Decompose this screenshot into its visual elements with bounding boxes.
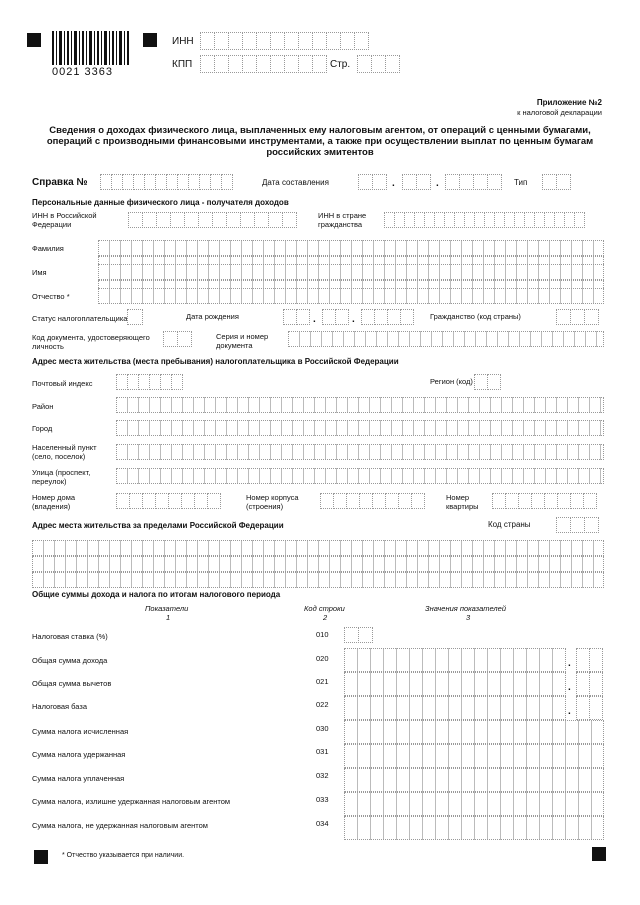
kpp-boxes[interactable]: [200, 55, 326, 73]
city-boxes[interactable]: [116, 420, 604, 436]
row-label: Налоговая база: [32, 702, 87, 711]
row-code: 030: [316, 724, 329, 733]
house-boxes[interactable]: [116, 493, 228, 509]
row-value-boxes[interactable]: [344, 792, 604, 816]
status-boxes[interactable]: [127, 309, 143, 325]
inn-rf-boxes[interactable]: [128, 212, 308, 228]
row-code: 021: [316, 677, 329, 686]
name-label: Имя: [32, 268, 47, 277]
corner-marker-bottom-left: [34, 850, 48, 864]
corner-marker-bottom-right: [592, 847, 606, 861]
row-value-boxes[interactable]: [344, 744, 604, 768]
row-code: 031: [316, 747, 329, 756]
street-label: Улица (проспект, переулок): [32, 468, 91, 486]
surname-label: Фамилия: [32, 244, 64, 253]
flat-label: Номер квартиры: [446, 493, 479, 511]
corner-marker-top-left: [27, 33, 41, 47]
settlement-label: Населенный пункт (село, поселок): [32, 443, 97, 461]
page-label: Стр.: [330, 59, 351, 70]
row-code: 033: [316, 795, 329, 804]
row-label: Сумма налога, не удержанная налоговым агентом: [32, 821, 208, 830]
col3-header: Значения показателей: [425, 604, 507, 613]
certificate-number-label: Справка №: [32, 177, 88, 188]
page-boxes[interactable]: [357, 55, 402, 73]
inn-boxes[interactable]: [200, 32, 368, 50]
row-label: Сумма налога исчисленная: [32, 727, 129, 736]
address-abroad-line1[interactable]: [32, 540, 604, 556]
birthdate-month-boxes[interactable]: [322, 309, 350, 325]
row-code: 010: [316, 630, 329, 639]
inn-label: ИНН: [172, 36, 194, 47]
patronymic-boxes[interactable]: [98, 288, 604, 304]
doc-series-label: Серия и номер документа: [216, 332, 269, 350]
barcode-number: 0021 3363: [52, 66, 132, 78]
row-value-boxes[interactable]: [344, 696, 566, 720]
kpp-label: КПП: [172, 59, 193, 70]
row-label: Общая сумма вычетов: [32, 679, 112, 688]
postcode-boxes[interactable]: [116, 374, 188, 390]
totals-section-title: Общие суммы дохода и налога по итогам налогового периода: [32, 590, 281, 599]
row-code: 020: [316, 654, 329, 663]
row-value-boxes[interactable]: [344, 768, 604, 792]
row-label: Сумма налога удержанная: [32, 750, 126, 759]
citizenship-boxes[interactable]: [556, 309, 601, 325]
building-boxes[interactable]: [320, 493, 432, 509]
surname-boxes[interactable]: [98, 240, 604, 256]
corner-marker-top-right: [143, 33, 157, 47]
birthdate-label: Дата рождения: [186, 312, 239, 321]
flat-boxes[interactable]: [492, 493, 604, 509]
row-value-boxes[interactable]: [344, 648, 566, 672]
doc-series-boxes[interactable]: [288, 331, 604, 347]
citizenship-label: Гражданство (код страны): [430, 312, 521, 321]
appendix-line2: к налоговой декларации: [517, 108, 602, 117]
row-value-boxes[interactable]: [344, 720, 604, 744]
country-code-boxes[interactable]: [556, 517, 601, 533]
region-label: Регион (код): [430, 377, 473, 386]
appendix-line1: Приложение №2: [536, 98, 602, 107]
col1-num: 1: [166, 613, 171, 622]
col2-num: 2: [323, 613, 328, 622]
document-title: Сведения о доходах физического лица, выплаченных ему налоговым агентом, от операций с ценными бумагами, операций с производными финансовыми инструментами, а также при осуществлении выплат по ценным бумагам российских эмитентов: [46, 125, 594, 158]
date-day-boxes[interactable]: [358, 174, 388, 190]
row-label: Сумма налога, излишне удержанная налоговым агентом: [32, 797, 231, 806]
col1-header: Показатели: [145, 604, 189, 613]
col3-num: 3: [466, 613, 471, 622]
country-code-label: Код страны: [488, 520, 531, 529]
personal-section-title: Персональные данные физического лица - получателя доходов: [32, 198, 289, 207]
row-value-boxes[interactable]: [344, 816, 604, 840]
patronymic-label: Отчество *: [32, 292, 70, 301]
row-label: Сумма налога уплаченная: [32, 774, 125, 783]
status-label: Статус налогоплательщика: [32, 314, 128, 323]
city-label: Город: [32, 424, 53, 433]
row-code: 022: [316, 700, 329, 709]
date-month-boxes[interactable]: [402, 174, 432, 190]
postcode-label: Почтовый индекс: [32, 379, 93, 388]
address-abroad-line3[interactable]: [32, 572, 604, 588]
house-label: Номер дома (владения): [32, 493, 76, 511]
row-label: Налоговая ставка (%): [32, 632, 108, 641]
address-abroad-section-title: Адрес места жительства за пределами Российской Федерации: [32, 521, 284, 530]
col2-header: Код строки: [304, 604, 345, 613]
footnote: * Отчество указывается при наличии.: [62, 852, 185, 859]
doc-code-boxes[interactable]: [163, 331, 193, 347]
date-year-boxes[interactable]: [445, 174, 505, 190]
row-label: Общая сумма дохода: [32, 656, 108, 665]
district-boxes[interactable]: [116, 397, 604, 413]
building-label: Номер корпуса (строения): [246, 493, 299, 511]
inn-rf-label: ИНН в Российской Федерации: [32, 211, 97, 229]
address-abroad-line2[interactable]: [32, 556, 604, 572]
row-value-boxes[interactable]: [344, 627, 374, 643]
street-boxes[interactable]: [116, 468, 604, 484]
inn-foreign-label: ИНН в стране гражданства: [318, 211, 367, 229]
inn-foreign-boxes[interactable]: [384, 212, 604, 228]
name-boxes[interactable]: [98, 264, 604, 280]
region-boxes[interactable]: [474, 374, 502, 390]
row-code: 034: [316, 819, 329, 828]
barcode: [52, 31, 130, 65]
certificate-number-boxes[interactable]: [100, 174, 244, 190]
address-rf-section-title: Адрес места жительства (места пребывания) налогоплательщика в Российской Федерации: [32, 357, 399, 366]
row-code: 032: [316, 771, 329, 780]
settlement-boxes[interactable]: [116, 444, 604, 460]
barcode-icon: [52, 31, 130, 65]
birthdate-year-boxes[interactable]: [361, 309, 417, 325]
district-label: Район: [32, 402, 54, 411]
type-label: Тип: [514, 178, 528, 187]
date-label: Дата составления: [262, 178, 329, 187]
type-boxes[interactable]: [542, 174, 572, 190]
birthdate-day-boxes[interactable]: [283, 309, 311, 325]
doc-code-label: Код документа, удостоверяющего личность: [32, 333, 150, 351]
row-value-boxes[interactable]: [344, 672, 566, 696]
